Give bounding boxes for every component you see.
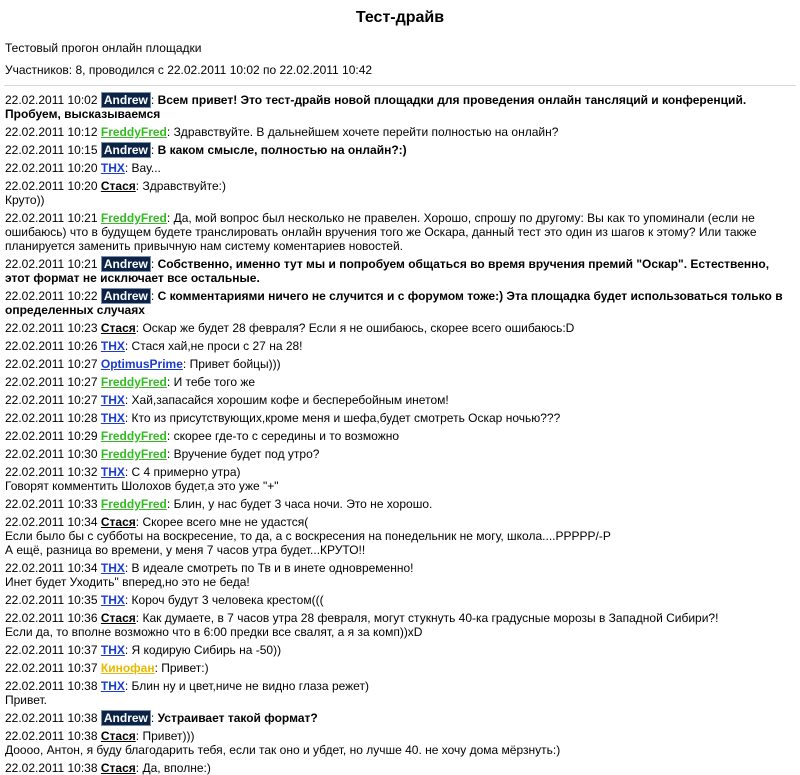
message-author-link[interactable]: FreddyFred (100, 211, 167, 225)
chat-message: 22.02.2011 10:37 Кинофан: Привет:) (5, 661, 209, 675)
message-author-link[interactable]: ТНХ (100, 465, 125, 479)
participants-info: Участников: 8, проводился с 22.02.2011 10:02 по 22.02.2011 10:42 (5, 63, 373, 77)
message-author-link[interactable]: FreddyFred (100, 125, 167, 139)
message-timestamp: 22.02.2011 10:02 (5, 93, 98, 107)
message-text: Привет:) (161, 661, 209, 675)
message-text: Стася хай,не проси с 27 на 28! (131, 339, 303, 353)
message-author-link[interactable]: ТНХ (100, 161, 125, 175)
chat-message: 22.02.2011 10:29 FreddyFred: скорее где-то с середины и то возможно (5, 429, 400, 443)
message-author-link[interactable]: Andrew (101, 92, 151, 108)
message-text: В идеале смотреть по Тв и в инете одновременно! (131, 561, 414, 575)
message-timestamp: 22.02.2011 10:38 (5, 679, 98, 693)
message-timestamp: 22.02.2011 10:33 (5, 497, 98, 511)
message-text: Круто)) (5, 193, 45, 207)
chat-message: 22.02.2011 10:33 FreddyFred: Блин, у нас будет 3 часа ночи. Это не хорошо. (5, 497, 433, 511)
message-author-link[interactable]: FreddyFred (100, 429, 167, 443)
message-text: Оскар же будет 28 февраля? Если я не ошибаюсь, скорее всего ошибаюсь:D (142, 321, 575, 335)
message-text: Если да, то вполне возможно что в 6:00 предки все свалят, а я за комп))xD (5, 625, 423, 639)
message-text: С 4 примерно утра) (131, 465, 241, 479)
message-timestamp: 22.02.2011 10:21 (5, 257, 98, 271)
message-text: Блин, у нас будет 3 часа ночи. Это не хорошо. (173, 497, 433, 511)
chat-message: 22.02.2011 10:37 ТНХ: Я кодирую Сибирь на -50)) (5, 643, 282, 657)
message-text: Пробуем, высказываемся (5, 107, 161, 121)
message-text: Если было бы с субботы на воскресение, то да, а с воскресения на понедельник не могу, школа....PPPPP/-P (5, 529, 611, 543)
chat-message: 22.02.2011 10:34 Стася: Скорее всего мне не удастся( Если было бы с субботы на воскресение, то да, а с воскресения на понедельник не могу, школа....PPPPP/-P А ещё, разница во времени, у меня 7 часов утра будет...КРУТО!! (5, 515, 792, 557)
message-text: Да, вполне:) (142, 761, 211, 775)
message-text: Я кодирую Сибирь на -50)) (131, 643, 282, 657)
chat-message: 22.02.2011 10:20 ТНХ: Вау... (5, 161, 161, 175)
message-author-link[interactable]: OptimusPrime (100, 357, 183, 371)
message-text: Привет. (5, 693, 48, 707)
message-text: планируется заменить привычную нам систему коментариев новостей. (5, 239, 404, 253)
chat-message: 22.02.2011 10:21 FreddyFred: Да, мой вопрос был несколько не правелен. Хорошо, спрошу по другому: Вы как то упоминали (если не ошибаюсь) что в будущем будете транслировать онлайн вручения того же Оскара, данный тест это один из шагов к этому? Или также планируется заменить привычную нам систему коментариев новостей. (5, 211, 792, 253)
chat-message: 22.02.2011 10:28 ТНХ: Кто из присутствующих,кроме меня и шефа,будет смотреть Оскар ночью??? (5, 411, 561, 425)
chat-message: 22.02.2011 10:38 ТНХ: Блин ну и цвет,ниче не видно глаза режет) Привет. (5, 679, 792, 707)
chat-message: 22.02.2011 10:27 FreddyFred: И тебе того же (5, 375, 256, 389)
message-text: этот формат не исключает все остальные. (5, 271, 260, 285)
message-timestamp: 22.02.2011 10:38 (5, 729, 98, 743)
chat-message: 22.02.2011 10:20 Стася: Здравствуйте:) Круто)) (5, 179, 792, 207)
message-text: С комментариями ничего не случится и с форумом тоже:) Эта площадка будет использоваться только в (157, 289, 783, 303)
chat-message: 22.02.2011 10:30 FreddyFred: Вручение будет под утро? (5, 447, 320, 461)
message-timestamp: 22.02.2011 10:38 (5, 711, 98, 725)
message-author-link[interactable]: Стася (100, 761, 136, 775)
message-author-link[interactable]: FreddyFred (100, 375, 167, 389)
message-author-link[interactable]: Andrew (101, 710, 151, 726)
message-timestamp: 22.02.2011 10:27 (5, 393, 98, 407)
message-text: Привет бойцы))) (189, 357, 281, 371)
message-timestamp: 22.02.2011 10:20 (5, 161, 98, 175)
message-author-link[interactable]: FreddyFred (100, 447, 167, 461)
message-text: Говорят комментить Шолохов будет,а это уже "+" (5, 479, 279, 493)
message-timestamp: 22.02.2011 10:29 (5, 429, 98, 443)
chat-message: 22.02.2011 10:32 ТНХ: С 4 примерно утра) Говорят комментить Шолохов будет,а это уже "+" (5, 465, 792, 493)
message-author-link[interactable]: Andrew (101, 142, 151, 158)
divider (4, 85, 796, 86)
message-text: Здравствуйте:) (142, 179, 226, 193)
chat-message: 22.02.2011 10:27 ТНХ: Хай,запасайся хорошим кофе и бесперебойным инетом! (5, 393, 449, 407)
message-timestamp: 22.02.2011 10:34 (5, 515, 98, 529)
message-text: скорее где-то с середины и то возможно (173, 429, 400, 443)
message-text: Короч будут 3 человека крестом((( (131, 593, 324, 607)
message-author-link[interactable]: Стася (100, 515, 136, 529)
message-timestamp: 22.02.2011 10:21 (5, 211, 98, 225)
message-text: Собственно, именно тут мы и попробуем общаться во время вручения премий "Оскар". Естественно, (157, 257, 770, 271)
message-author-link[interactable]: ТНХ (100, 679, 125, 693)
message-text: Да, мой вопрос был несколько не правелен. Хорошо, спрошу по другому: Вы как то упоминали (если не (173, 211, 755, 225)
message-text: определенных случаях (5, 303, 145, 317)
message-timestamp: 22.02.2011 10:22 (5, 289, 98, 303)
message-author-link[interactable]: Стася (100, 611, 136, 625)
message-timestamp: 22.02.2011 10:38 (5, 761, 98, 775)
page-title: Тест-драйв (355, 9, 445, 26)
chat-message: 22.02.2011 10:12 FreddyFred: Здравствуйте. В дальнейшем хочете перейти полностью на онлайн? (5, 125, 559, 139)
chat-message: 22.02.2011 10:23 Стася: Оскар же будет 28 февраля? Если я не ошибаюсь, скорее всего ошибаюсь:D (5, 321, 575, 335)
message-text: Вау... (131, 161, 161, 175)
message-text: Привет))) (142, 729, 195, 743)
message-timestamp: 22.02.2011 10:12 (5, 125, 98, 139)
message-timestamp: 22.02.2011 10:15 (5, 143, 98, 157)
chat-message: 22.02.2011 10:34 ТНХ: В идеале смотреть по Тв и в инете одновременно! Инет будет Уходить" вперед,но это не беда! (5, 561, 792, 589)
message-text: Инет будет Уходить" вперед,но это не беда! (5, 575, 250, 589)
message-text: И тебе того же (173, 375, 256, 389)
message-text: Всем привет! Это тест-драйв новой площадки для проведения онлайн тансляций и конференций. (157, 93, 747, 107)
chat-message: 22.02.2011 10:38 Стася: Привет))) Доооо, Антон, я буду благодарить тебя, если так оно и убдет, но лучше 40. не хочу дома мёрзнуть:) (5, 729, 792, 757)
message-text: ошибаюсь) что в будущем будете транслировать онлайн вручения того же Оскара, данный тест это один из шагов к этому? Или также (5, 225, 757, 239)
message-timestamp: 22.02.2011 10:27 (5, 357, 98, 371)
message-author-link[interactable]: ТНХ (100, 393, 125, 407)
message-timestamp: 22.02.2011 10:27 (5, 375, 98, 389)
chat-message: 22.02.2011 10:38 Стася: Да, вполне:) (5, 761, 211, 775)
message-author-link[interactable]: ТНХ (100, 593, 125, 607)
message-timestamp: 22.02.2011 10:20 (5, 179, 98, 193)
message-author-link[interactable]: FreddyFred (100, 497, 167, 511)
message-author-link[interactable]: Andrew (101, 256, 151, 272)
chat-message: 22.02.2011 10:38 Andrew : Устраивает такой формат? (5, 711, 318, 725)
message-text: Вручение будет под утро? (173, 447, 320, 461)
chat-log (0, 93, 800, 775)
message-timestamp: 22.02.2011 10:28 (5, 411, 98, 425)
message-timestamp: 22.02.2011 10:35 (5, 593, 98, 607)
chat-message: 22.02.2011 10:35 ТНХ: Короч будут 3 человека крестом((( (5, 593, 324, 607)
message-timestamp: 22.02.2011 10:36 (5, 611, 98, 625)
message-timestamp: 22.02.2011 10:30 (5, 447, 98, 461)
chat-message: 22.02.2011 10:21 Andrew : Собственно, именно тут мы и попробуем общаться во время вручения премий "Оскар". Естественно, этот формат не исключает все остальные. (5, 257, 792, 285)
message-text: Как думаете, в 7 часов утра 28 февраля, могут стукнуть 40-ка градусные морозы в Западной Сибири?! (142, 611, 719, 625)
message-author-link[interactable]: Стася (100, 179, 136, 193)
message-author-link[interactable]: Стася (100, 729, 136, 743)
message-author-link[interactable]: Стася (100, 321, 136, 335)
message-author-link[interactable]: ТНХ (100, 561, 125, 575)
message-timestamp: 22.02.2011 10:23 (5, 321, 98, 335)
message-timestamp: 22.02.2011 10:34 (5, 561, 98, 575)
message-author-link[interactable]: ТНХ (100, 411, 125, 425)
message-text: В каком смысле, полностью на онлайн?:) (157, 143, 407, 157)
message-author-link[interactable]: Andrew (101, 288, 151, 304)
chat-message: 22.02.2011 10:15 Andrew : В каком смысле, полностью на онлайн?:) (5, 143, 407, 157)
message-text: Скорее всего мне не удастся( (142, 515, 309, 529)
message-text: Хай,запасайся хорошим кофе и бесперебойным инетом! (131, 393, 449, 407)
message-text: Кто из присутствующих,кроме меня и шефа,будет смотреть Оскар ночью??? (131, 411, 561, 425)
message-timestamp: 22.02.2011 10:32 (5, 465, 98, 479)
message-text: Доооо, Антон, я буду благодарить тебя, если так оно и убдет, но лучше 40. не хочу дома мёрзнуть:) (5, 743, 561, 757)
message-text: Устраивает такой формат? (157, 711, 318, 725)
chat-message: 22.02.2011 10:22 Andrew : С комментариями ничего не случится и с форумом тоже:) Эта площадка будет использоваться только в определенных случаях (5, 289, 792, 317)
message-author-link[interactable]: ТНХ (100, 643, 125, 657)
message-timestamp: 22.02.2011 10:26 (5, 339, 98, 353)
message-timestamp: 22.02.2011 10:37 (5, 661, 98, 675)
message-author-link[interactable]: ТНХ (100, 339, 125, 353)
message-text: А ещё, разница во времени, у меня 7 часов утра будет...КРУТО!! (5, 543, 366, 557)
chat-message: 22.02.2011 10:27 OptimusPrime: Привет бойцы))) (5, 357, 281, 371)
chat-message: 22.02.2011 10:26 ТНХ: Стася хай,не проси с 27 на 28! (5, 339, 303, 353)
message-text: Блин ну и цвет,ниче не видно глаза режет) (131, 679, 369, 693)
message-timestamp: 22.02.2011 10:37 (5, 643, 98, 657)
chat-message: 22.02.2011 10:36 Стася: Как думаете, в 7 часов утра 28 февраля, могут стукнуть 40-ка градусные морозы в Западной Сибири?! Если да, то вполне возможно что в 6:00 предки все свалят, а я за комп))xD (5, 611, 792, 639)
event-description: Тестовый прогон онлайн площадки (5, 41, 202, 55)
message-author-link[interactable]: Кинофан (100, 661, 155, 675)
message-text: Здравствуйте. В дальнейшем хочете перейти полностью на онлайн? (173, 125, 559, 139)
chat-message: 22.02.2011 10:02 Andrew : Всем привет! Это тест-драйв новой площадки для проведения онлайн тансляций и конференций. Пробуем, высказываемся (5, 93, 792, 121)
